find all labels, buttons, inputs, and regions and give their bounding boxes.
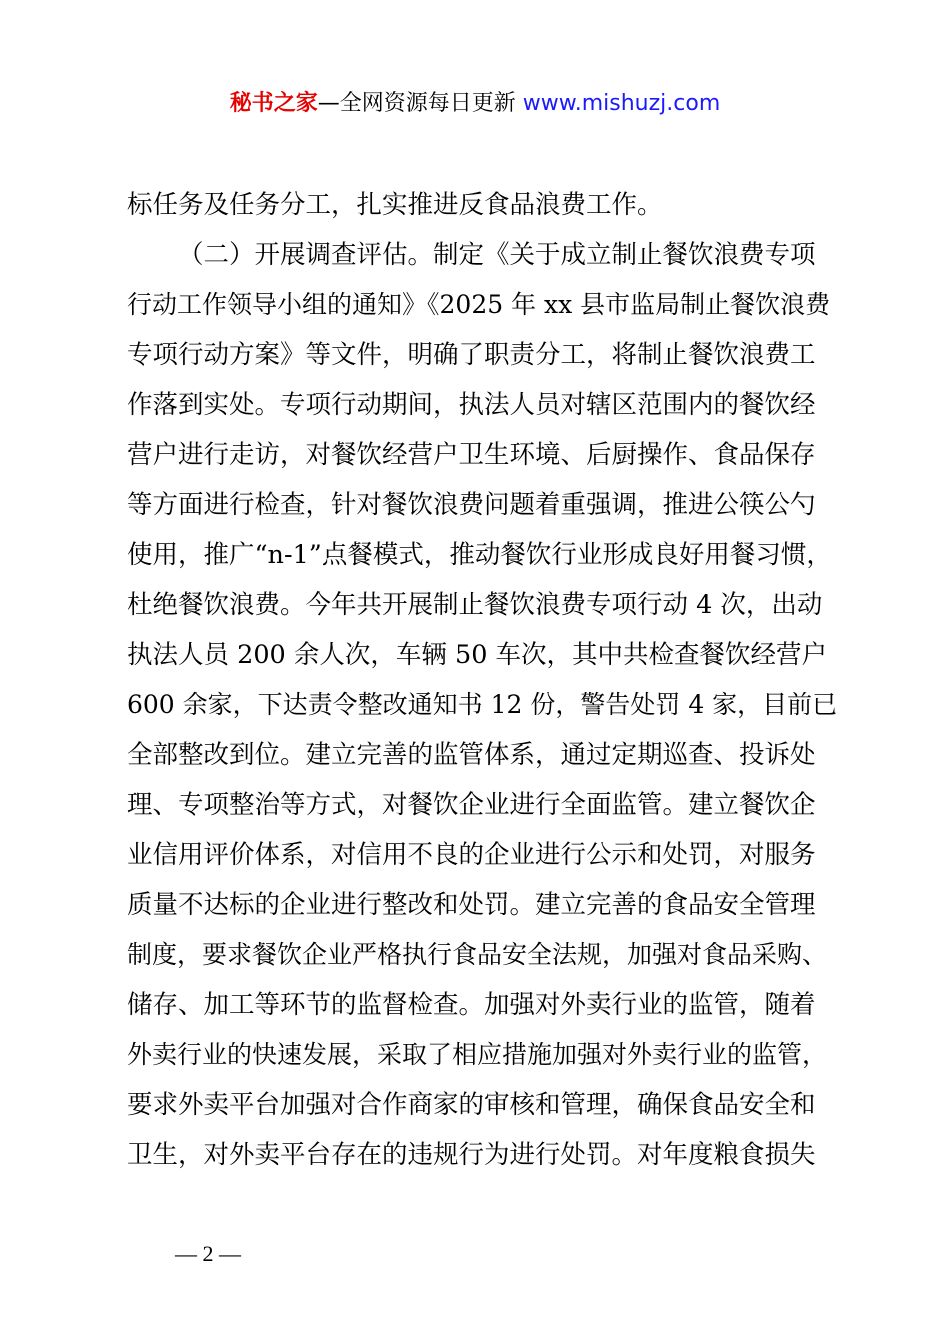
text-line: 标任务及任务分工，扎实推进反食品浪费工作。 [127,190,663,220]
text-line: 600 余家，下达责令整改通知书 12 份，警告处罚 4 家，目前已 [127,690,838,719]
text-line: 储存、加工等环节的监督检查。加强对外卖行业的监管，随着 [127,990,816,1020]
text-line: 理、专项整治等方式，对餐饮企业进行全面监管。建立餐饮企 [127,790,816,820]
text-line: 杜绝餐饮浪费。今年共开展制止餐饮浪费专项行动 4 次，出动 [127,590,823,620]
text-line: 业信用评价体系，对信用不良的企业进行公示和处罚，对服务 [127,840,816,870]
header-tagline: —全网资源每日更新 [317,91,523,116]
text-line: 外卖行业的快速发展，采取了相应措施加强对外卖行业的监管， [127,1040,828,1069]
text-line: 全部整改到位。建立完善的监管体系，通过定期巡查、投诉处 [127,740,816,770]
text-line: 等方面进行检查，针对餐饮浪费问题着重强调，推进公筷公勺 [127,490,816,520]
text-line: 制度，要求餐饮企业严格执行食品安全法规，加强对食品采购、 [127,940,828,969]
site-header [0,88,950,120]
text-line: 营户进行走访，对餐饮经营户卫生环境、后厨操作、食品保存 [127,440,816,470]
text-line: 行动工作领导小组的通知》《2025 年 xx 县市监局制止餐饮浪费 [127,290,831,319]
text-line: 卫生，对外卖平台存在的违规行为进行处罚。对年度粮食损失 [127,1140,816,1170]
text-line: 作落到实处。专项行动期间，执法人员对辖区范围内的餐饮经 [127,390,816,420]
text-line: 执法人员 200 余人次，车辆 50 车次，其中共检查餐饮经营户 [127,640,828,670]
text-line: 要求外卖平台加强对合作商家的审核和管理，确保食品安全和 [127,1090,816,1120]
text-line: 专项行动方案》等文件，明确了职责分工，将制止餐饮浪费工 [127,340,816,370]
text-line: 质量不达标的企业进行整改和处罚。建立完善的食品安全管理 [127,890,816,920]
text-line: 使用，推广“n-1”点餐模式，推动餐饮行业形成良好用餐习惯， [127,540,832,570]
document-body [127,180,839,1180]
section-heading-line: （二）开展调查评估。制定《关于成立制止餐饮浪费专项 [178,240,816,270]
site-url[interactable]: www.mishuzj.com [522,91,721,116]
page-number: — 2 — [175,1241,241,1266]
brand-name: 秘书之家 [229,91,318,116]
